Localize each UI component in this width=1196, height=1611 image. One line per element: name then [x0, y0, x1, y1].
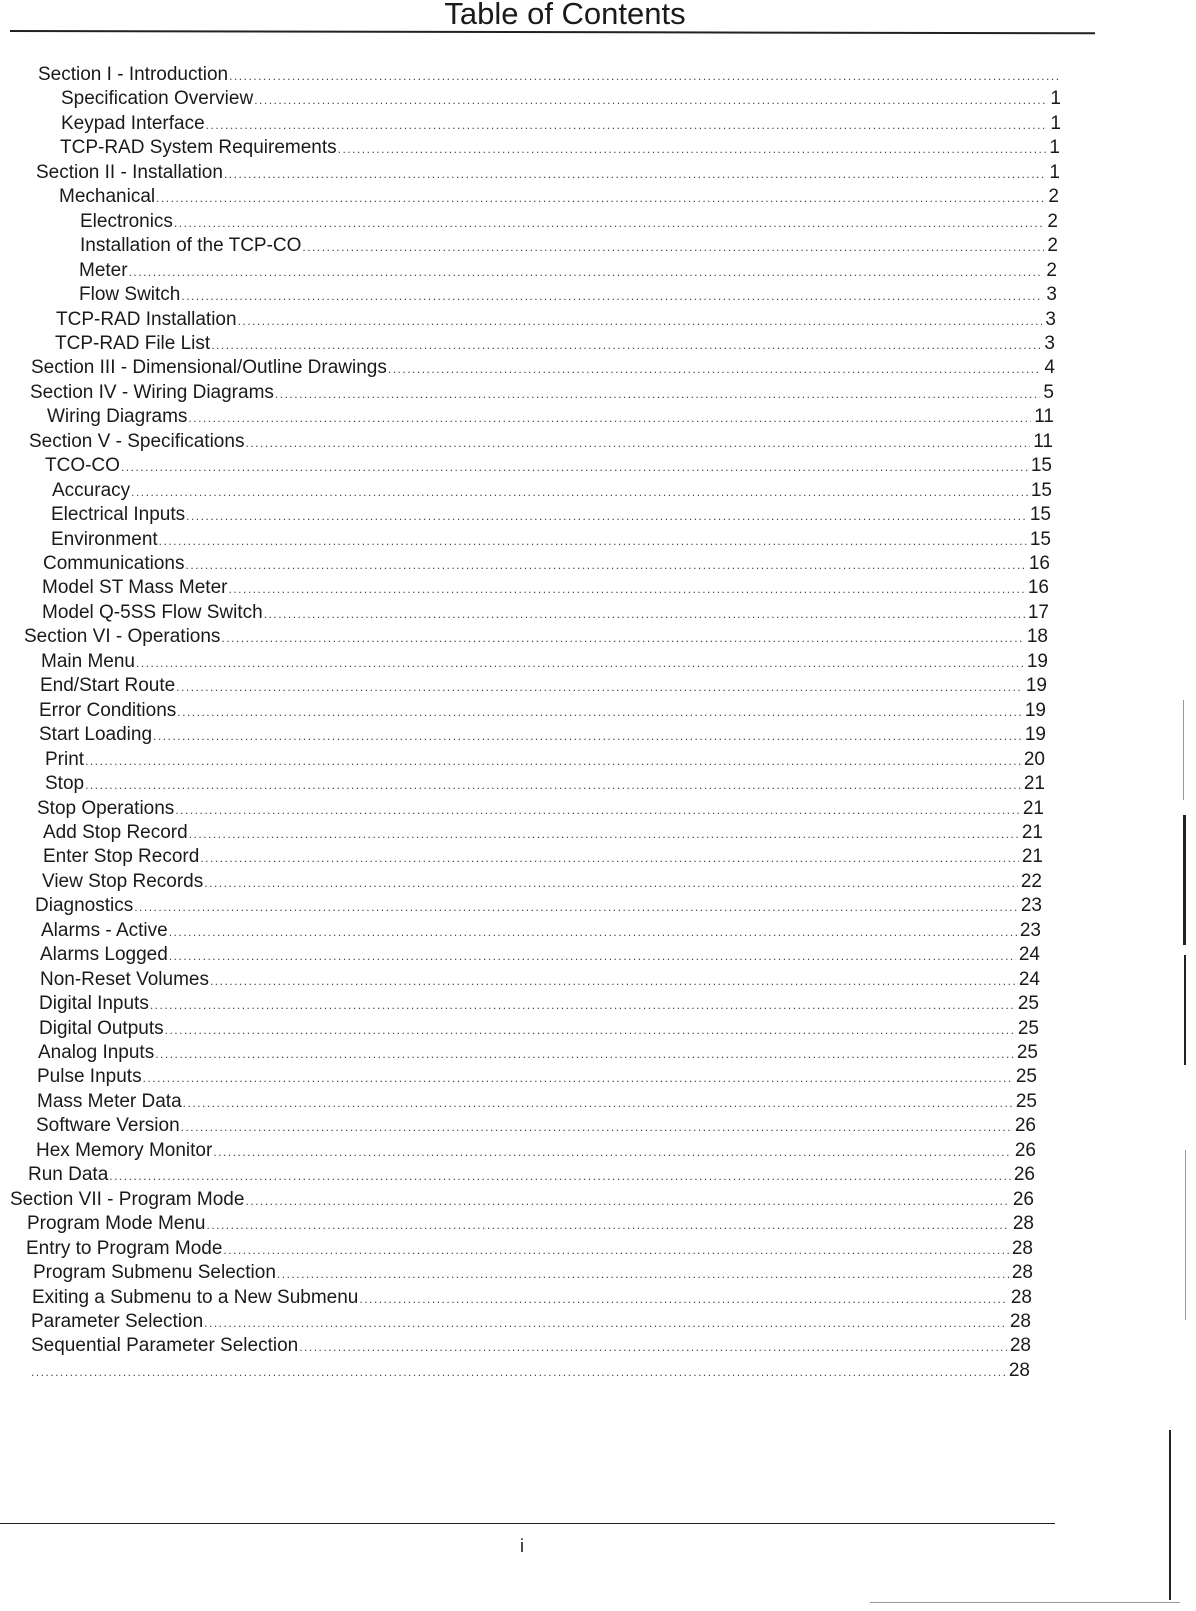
toc-entry [45, 771, 1045, 796]
toc-entry-title: TCP-RAD System Requirements [60, 137, 337, 159]
toc-entry-title: Mass Meter Data [37, 1090, 182, 1112]
toc-entry-page: 2 [1048, 186, 1059, 208]
toc-entry-page: 2 [1047, 235, 1058, 257]
dot-leader [131, 480, 1028, 505]
toc-entry-page: 11 [1033, 430, 1053, 452]
toc-entry [80, 233, 1058, 258]
toc-entry-page: 19 [1024, 724, 1046, 746]
toc-entry-page: 24 [1018, 968, 1040, 990]
dot-leader [254, 88, 1047, 113]
toc-entry [31, 355, 1055, 380]
toc-entry [52, 478, 1052, 503]
dot-leader [186, 504, 1027, 529]
toc-entry-page: 22 [1020, 870, 1042, 892]
toc-entry-title: Section VI - Operations [24, 626, 221, 648]
toc-entry-title: Digital Outputs [39, 1017, 164, 1039]
toc-entry [79, 282, 1057, 307]
toc-entry-page: 23 [1020, 895, 1042, 917]
toc-entry-title: Mechanical [59, 186, 156, 208]
toc-entry [39, 991, 1039, 1016]
toc-entry [42, 600, 1049, 625]
toc-entry [79, 258, 1057, 283]
toc-entry [41, 649, 1048, 674]
toc-entry-title: Digital Inputs [39, 993, 149, 1015]
toc-entry-title: Section I - Introduction [38, 64, 229, 85]
toc-entry-page: 28 [1008, 1359, 1030, 1381]
toc-entry-title: Communications [43, 553, 185, 574]
dot-leader [175, 798, 1020, 823]
toc-entry-title: Alarms - Active [41, 919, 168, 941]
toc-entry-page: 16 [1027, 577, 1049, 599]
dot-leader [277, 1262, 1009, 1287]
scan-edge-mark [870, 1602, 1180, 1603]
dot-leader [213, 1140, 1012, 1165]
toc-entry-page: 16 [1028, 553, 1050, 574]
toc-entry-page: 19 [1024, 699, 1046, 721]
toc-entry-page: 23 [1019, 919, 1041, 941]
toc-entry [42, 869, 1042, 894]
toc-entry-page: 1 [1050, 112, 1061, 134]
toc-entry-title: Accuracy [52, 479, 131, 501]
dot-leader [85, 749, 1021, 774]
toc-entry-title: Run Data [28, 1164, 109, 1186]
toc-entry [42, 575, 1049, 600]
toc-entry-page: 15 [1030, 455, 1052, 477]
toc-entry-page: 1 [1049, 137, 1060, 159]
toc-entry [80, 209, 1058, 234]
toc-entry [38, 1040, 1038, 1065]
toc-entry [37, 796, 1044, 821]
dot-leader [204, 871, 1018, 896]
page-number: i [520, 1536, 524, 1556]
dot-leader [228, 577, 1024, 602]
toc-entry-title: Electrical Inputs [51, 504, 186, 526]
toc-entry-title: Pulse Inputs [37, 1066, 142, 1088]
dot-leader [155, 1042, 1014, 1067]
dot-leader [176, 675, 1023, 700]
toc-entry [43, 844, 1043, 869]
toc-entry [59, 184, 1059, 209]
toc-entry [29, 429, 1053, 454]
toc-entry-page: 25 [1015, 1066, 1037, 1088]
toc-entry-page: 2 [1046, 259, 1057, 281]
toc-entry-page: 28 [1009, 1310, 1031, 1332]
dot-leader [134, 895, 1018, 920]
bottom-rule [0, 1523, 1055, 1524]
dot-leader [129, 260, 1044, 285]
dot-leader [121, 455, 1028, 480]
toc-entry [37, 1089, 1037, 1114]
toc-entry-title: Diagnostics [35, 895, 134, 917]
toc-entry [60, 135, 1060, 160]
toc-entry [39, 698, 1046, 723]
toc-entry-page: 1 [1049, 161, 1060, 183]
toc-entry [35, 893, 1042, 918]
toc-entry [47, 404, 1054, 429]
toc-entry [61, 111, 1061, 136]
scan-edge-mark [1183, 815, 1186, 945]
toc-entry-page: 26 [1013, 1164, 1035, 1186]
toc-entry-title: Model ST Mass Meter [42, 577, 228, 599]
toc-entry-page: 21 [1023, 773, 1045, 795]
toc-entry-page: 26 [1012, 1188, 1034, 1210]
toc-entry-title: TCP-RAD Installation [56, 308, 237, 330]
toc-entry-page: 25 [1015, 1090, 1037, 1112]
toc-entry [41, 918, 1041, 943]
toc-entry [31, 1309, 1031, 1334]
dot-leader [31, 1360, 1006, 1385]
dot-leader [153, 724, 1022, 749]
toc-entry-page: 18 [1026, 626, 1048, 648]
dot-leader [221, 626, 1023, 651]
dot-leader [136, 651, 1024, 676]
toc-entry-page: 28 [1012, 1213, 1034, 1235]
toc-entry [43, 551, 1050, 576]
toc-entry [28, 1162, 1035, 1187]
toc-entry-page: 15 [1029, 528, 1051, 550]
toc-entry-page: 21 [1021, 821, 1043, 843]
toc-entry-title: Add Stop Record [43, 821, 188, 843]
toc-entry-page: 24 [1018, 944, 1040, 966]
toc-entry-title: Electronics [80, 210, 173, 232]
toc-entry-title: Software Version [36, 1115, 180, 1137]
toc-entry-title: Parameter Selection [31, 1310, 204, 1332]
toc-entry-title: Installation of the TCP-CO [80, 235, 302, 257]
toc-entry [51, 527, 1051, 552]
dot-leader [223, 1238, 1008, 1263]
toc-entry-page: 3 [1045, 308, 1056, 330]
toc-entry-title: Alarms Logged [40, 944, 168, 966]
toc-entry-title: Program Submenu Selection [33, 1262, 276, 1284]
toc-entry-title: Entry to Program Mode [26, 1237, 223, 1259]
toc-entry-title: Analog Inputs [38, 1042, 155, 1063]
toc-entry [61, 86, 1061, 111]
toc-entry [45, 747, 1045, 772]
toc-entry-title: Start Loading [39, 724, 153, 746]
toc-entry [27, 1211, 1034, 1236]
toc-entry-title: Specification Overview [61, 88, 254, 110]
dot-leader [143, 1066, 1013, 1091]
dot-leader [181, 284, 1043, 309]
toc-entry-title: Program Mode Menu [27, 1213, 206, 1235]
toc-entry-page: 20 [1023, 748, 1045, 770]
scan-edge-mark [1183, 700, 1184, 800]
toc-entry-page: 1 [1050, 88, 1061, 110]
toc-entry-page: 25 [1017, 993, 1039, 1015]
toc-entry-title: TCO-CO [45, 455, 120, 477]
toc-entry-title: End/Start Route [40, 675, 176, 697]
page-title: Table of Contents [444, 0, 686, 31]
dot-leader [156, 186, 1045, 211]
dot-leader [109, 1164, 1011, 1189]
dot-leader [275, 382, 1041, 407]
toc-entry-page: 15 [1029, 504, 1051, 526]
toc-entry-title: TCP-RAD File List [55, 332, 211, 354]
dot-leader [388, 357, 1042, 382]
toc-entry [36, 1113, 1036, 1138]
toc-entry [39, 1016, 1039, 1041]
dot-leader [189, 822, 1019, 847]
toc-entry-title: Section IV - Wiring Diagrams [30, 381, 274, 403]
dot-leader [245, 1189, 1009, 1214]
toc-entry [40, 967, 1040, 992]
toc-entry [10, 1187, 1034, 1212]
toc-entry-title: Sequential Parameter Selection [31, 1335, 299, 1357]
dot-leader [165, 1018, 1015, 1043]
toc-entry-page: 21 [1022, 797, 1044, 819]
toc-entry-title: Keypad Interface [61, 112, 205, 134]
dot-leader [204, 1311, 1007, 1336]
toc-entry-title: Flow Switch [79, 284, 181, 306]
toc-entry [56, 307, 1056, 332]
dot-leader [206, 1213, 1009, 1238]
dot-leader [264, 602, 1025, 627]
dot-leader [188, 406, 1031, 431]
toc-entry-page: 19 [1025, 675, 1047, 697]
toc-entry-title: Section V - Specifications [29, 430, 245, 452]
scan-edge-mark [1185, 1150, 1186, 1320]
toc-entry-page: 17 [1027, 601, 1049, 623]
toc-entry-title: Error Conditions [39, 699, 177, 721]
dot-leader [169, 920, 1017, 945]
toc-entry-title: Section III - Dimensional/Outline Drawings [31, 357, 387, 379]
toc-entry [51, 502, 1051, 527]
toc-entry-page: 4 [1044, 357, 1055, 379]
dot-leader [211, 333, 1041, 358]
toc-entry-page: 26 [1014, 1139, 1036, 1161]
toc-entry-title: Stop Operations [37, 797, 175, 819]
dot-leader [169, 944, 1016, 969]
toc-entry-page: 25 [1017, 1017, 1039, 1039]
toc-entry-page: 19 [1026, 650, 1048, 672]
dot-leader [299, 1335, 1007, 1360]
toc-entry [40, 673, 1047, 698]
toc-entry-page: 3 [1046, 284, 1057, 306]
dot-leader [359, 1287, 1008, 1312]
toc-entry [36, 160, 1060, 185]
toc-entry-page: 15 [1030, 479, 1052, 501]
toc-entry [38, 62, 1062, 87]
toc-entry-title: Non-Reset Volumes [40, 968, 209, 990]
dot-leader [150, 993, 1015, 1018]
toc-entry [26, 1236, 1033, 1261]
toc-entry-page: 25 [1016, 1042, 1038, 1063]
dot-leader [245, 431, 1030, 456]
toc-entry-page: 5 [1043, 381, 1054, 403]
dot-leader [85, 773, 1021, 798]
scan-edge-mark [1184, 955, 1186, 1065]
toc-entry-page: 21 [1021, 846, 1043, 868]
toc-entry [30, 1358, 1030, 1383]
toc-entry [24, 624, 1048, 649]
toc-entry-page: 2 [1047, 210, 1058, 232]
dot-leader [238, 309, 1043, 334]
toc-entry-title: Model Q-5SS Flow Switch [42, 601, 263, 623]
toc-entry [32, 1285, 1032, 1310]
toc-entry-page: 26 [1014, 1115, 1036, 1137]
dot-leader [159, 529, 1027, 554]
toc-entry-title: Section II - Installation [36, 161, 223, 183]
dot-leader [302, 235, 1044, 260]
toc-entry [43, 820, 1043, 845]
toc-entry-page: 28 [1011, 1237, 1033, 1259]
toc-entry-title: Enter Stop Record [43, 846, 200, 868]
dot-leader [181, 1115, 1012, 1140]
toc-entry [39, 722, 1046, 747]
toc-entry-title: Exiting a Submenu to a New Submenu [32, 1286, 359, 1308]
dot-leader [174, 211, 1045, 236]
dot-leader [338, 137, 1047, 162]
toc-entry [45, 453, 1052, 478]
dot-leader [206, 113, 1048, 138]
dot-leader [183, 1091, 1013, 1116]
dot-leader [200, 846, 1019, 871]
scan-edge-mark [1169, 1430, 1171, 1600]
dot-leader [229, 64, 1059, 89]
toc-entry-title: Meter [79, 259, 128, 281]
toc-entry-page: 3 [1044, 332, 1055, 354]
toc-entry-title: Main Menu [41, 650, 135, 672]
toc-entry-page: 28 [1010, 1286, 1032, 1308]
toc-entry [37, 1064, 1037, 1089]
toc-entry-page: 28 [1011, 1262, 1033, 1284]
toc-entry [55, 331, 1055, 356]
toc-entry [40, 942, 1040, 967]
toc-entry-title: Print [45, 748, 85, 770]
toc-entry [30, 380, 1054, 405]
toc-entry-title: Stop [45, 773, 85, 795]
dot-leader [210, 969, 1016, 994]
dot-leader [177, 700, 1022, 725]
toc-entry-title: Section VII - Program Mode [10, 1188, 245, 1210]
toc-entry [33, 1260, 1033, 1285]
toc-entry [36, 1138, 1036, 1163]
toc-entry [31, 1333, 1031, 1358]
dot-leader [186, 553, 1026, 578]
toc-entry-page: 28 [1009, 1335, 1031, 1357]
toc-entry-title: Environment [51, 528, 158, 550]
dot-leader [224, 162, 1046, 187]
toc-entry-title: Wiring Diagrams [47, 406, 188, 428]
toc-entry-title: Hex Memory Monitor [36, 1139, 213, 1161]
toc-entry-page: 11 [1034, 406, 1054, 428]
toc-entry-title: View Stop Records [42, 870, 204, 892]
